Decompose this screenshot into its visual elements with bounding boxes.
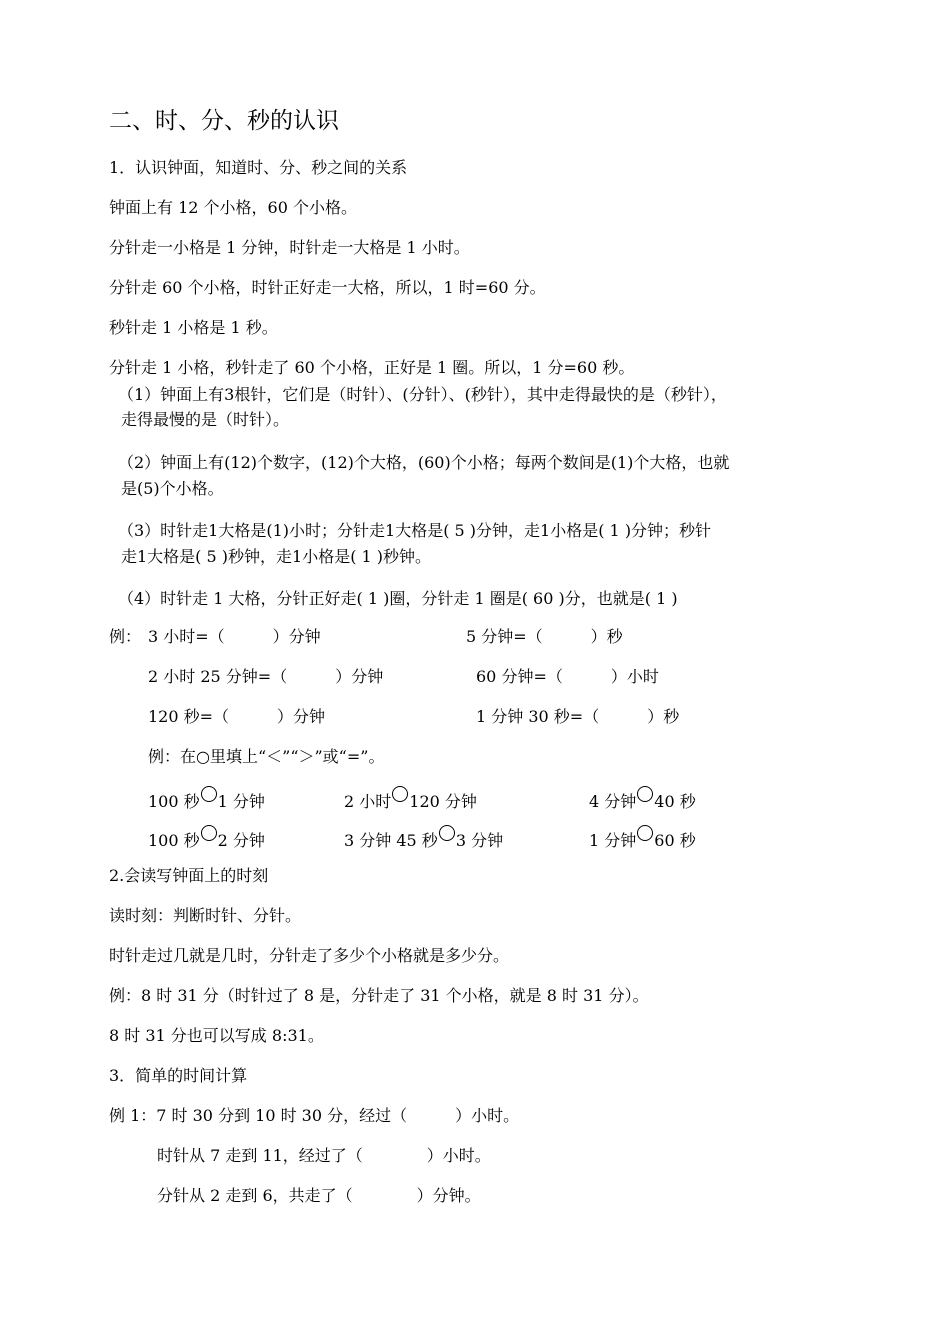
paragraph-line: 8 时 31 分也可以写成 8:31。 <box>109 1026 324 1045</box>
section-1-heading: 1．认识钟面，知道时、分、秒之间的关系 <box>109 158 408 177</box>
comparison-left: 4 分钟 <box>589 792 637 811</box>
question-3-line-2: 走1大格是( 5 )秒钟，走1小格是( 1 )秒钟。 <box>121 547 432 566</box>
comparison-right: 60 秒 <box>654 831 696 850</box>
paragraph-line: 秒针走 1 小格是 1 秒。 <box>109 318 278 337</box>
blank-circle-icon <box>201 786 217 802</box>
comparison-left: 100 秒 <box>148 792 200 811</box>
comparison-right: 120 分钟 <box>409 792 477 811</box>
blank-circle-icon <box>637 786 653 802</box>
example-label: 例： <box>109 627 142 646</box>
question-3-line-1: （3）时针走1大格是(1)小时；分针走1大格是( 5 )分钟，走1小格是( 1 )分钟；秒针 <box>118 521 712 540</box>
conversion-item: 5 分钟=（ ）秒 <box>466 627 623 646</box>
paragraph-line: 分针走 60 个小格，时针正好走一大格，所以，1 时=60 分。 <box>109 278 546 297</box>
paragraph-line: 例：8 时 31 分（时针过了 8 是，分针走了 31 个小格，就是 8 时 31 分）。 <box>109 986 649 1005</box>
comparison-right: 3 分钟 <box>455 831 504 850</box>
question-2-line-1: （2）钟面上有(12)个数字，(12)个大格，(60)个小格；每两个数间是(1)个大格，也就 <box>118 453 730 472</box>
blank-circle-icon <box>392 786 408 802</box>
paragraph-line: 钟面上有 12 个小格，60 个小格。 <box>109 198 357 217</box>
comparison-item <box>148 825 265 852</box>
comparison-left: 3 分钟 45 秒 <box>344 831 438 850</box>
paragraph-line: 分针走一小格是 1 分钟，时针走一大格是 1 小时。 <box>109 238 470 257</box>
question-1-line-1: （1）钟面上有3根针，它们是（时针）、(分针）、(秒针），其中走得最快的是（秒针）， <box>118 385 727 404</box>
blank-circle-icon <box>637 825 653 841</box>
blank-circle-icon <box>201 825 217 841</box>
comparison-item <box>589 786 696 813</box>
blank-circle-icon <box>439 825 455 841</box>
comparison-right: 1 分钟 <box>217 792 265 811</box>
paragraph-line: 时针走过几就是几时，分针走了多少个小格就是多少分。 <box>109 946 510 965</box>
comparison-item <box>589 825 696 852</box>
conversion-item: 2 小时 25 分钟=（ ）分钟 <box>148 667 384 686</box>
page-title: 二、时、分、秒的认识 <box>109 108 339 134</box>
comparison-left: 100 秒 <box>148 831 200 850</box>
paragraph-line: 时针从 7 走到 11，经过了（ ）小时。 <box>157 1146 491 1165</box>
comparison-right: 2 分钟 <box>217 831 265 850</box>
paragraph-line: 分针走 1 小格，秒针走了 60 个小格，正好是 1 圈。所以，1 分=60 秒。 <box>109 358 635 377</box>
conversion-item: 1 分钟 30 秒=（ ）秒 <box>476 707 680 726</box>
compare-instruction: 例：在○里填上“＜”“＞”或“=”。 <box>148 747 385 766</box>
question-2-line-2: 是(5)个小格。 <box>121 479 224 498</box>
comparison-item <box>148 786 265 813</box>
paragraph-line: 读时刻：判断时针、分针。 <box>109 906 302 925</box>
section-3-heading: 3．简单的时间计算 <box>109 1066 248 1085</box>
section-2-heading: 2.会读写钟面上的时刻 <box>109 866 269 885</box>
comparison-right: 40 秒 <box>654 792 696 811</box>
comparison-left: 1 分钟 <box>589 831 637 850</box>
conversion-item: 120 秒=（ ）分钟 <box>148 707 326 726</box>
paragraph-line: 分针从 2 走到 6，共走了（ ）分钟。 <box>157 1186 481 1205</box>
conversion-item: 3 小时=（ ）分钟 <box>148 627 321 646</box>
paragraph-line: 例 1：7 时 30 分到 10 时 30 分，经过（ ）小时。 <box>109 1106 520 1125</box>
comparison-item <box>344 786 477 813</box>
conversion-item: 60 分钟=（ ）小时 <box>476 667 659 686</box>
question-4-line-1: （4）时针走 1 大格，分针正好走( 1 )圈，分针走 1 圈是( 60 )分，也就是( 1 ) <box>118 589 678 608</box>
question-1-line-2: 走得最慢的是（时针）。 <box>121 410 290 429</box>
comparison-item <box>344 825 503 852</box>
comparison-left: 2 小时 <box>344 792 392 811</box>
